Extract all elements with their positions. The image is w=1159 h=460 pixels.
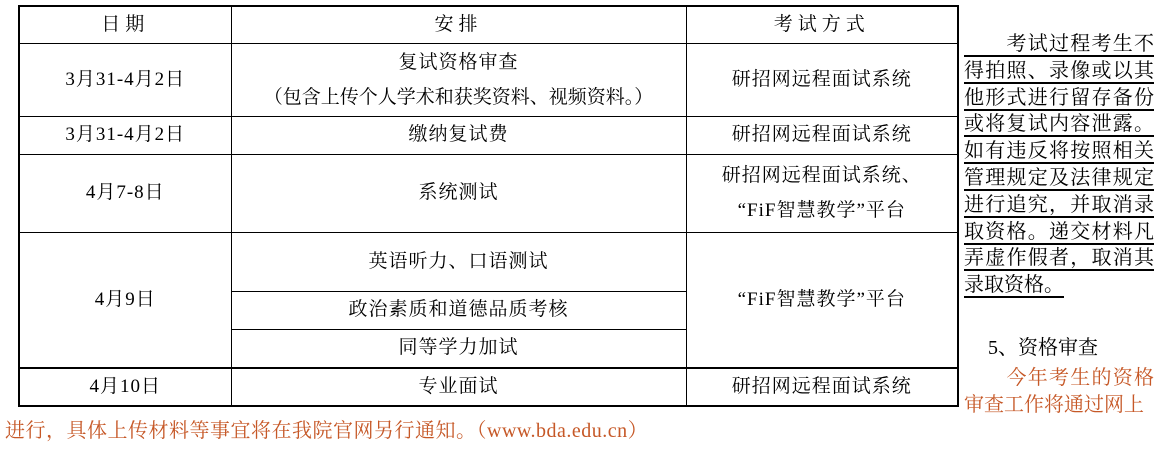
cell-arrangement: 英语听力、口语测试 [231,232,686,291]
cell-method: 研招网远程面试系统 [686,368,958,406]
cell-arrangement: 专业面试 [231,368,686,406]
cell-date: 3月31-4月2日 [19,43,231,116]
cell-date: 4月7-8日 [19,154,231,232]
cell-arrangement: 缴纳复试费 [231,116,686,154]
cell-date: 3月31-4月2日 [19,116,231,154]
cell-arrangement: 政治素质和道德品质考核 [231,291,686,329]
table-row [19,368,958,406]
method-line-2: “FiF智慧教学”平台 [737,200,906,221]
header-cell-date: 日期 [19,6,231,43]
right-text-column [964,31,1154,418]
exam-warning-paragraph: 考试过程考生不得拍照、录像或以其他形式进行留存备份或将复试内容泄露。如有违反将按照相关管理规定及法律规定进行追究，并取消录取资格。递交材料凡弄虚作假者，取消其录取资格。 [964,33,1154,297]
table-row [19,43,958,116]
footer-note: 进行，具体上传材料等事宜将在我院官网另行通知。（www.bda.edu.cn） [5,420,649,442]
header-cell-arrangement: 安排 [231,6,686,43]
cell-method: 研招网远程面试系统 [686,43,958,116]
arrangement-title: 复试资格审查 [398,51,519,73]
arrangement-note: （包含上传个人学术和获奖资料、视频资料。） [263,86,654,108]
table-row [19,232,958,291]
exam-schedule-table [18,5,959,407]
cell-date: 4月10日 [19,368,231,406]
cell-date: 4月9日 [19,232,231,368]
header-cell-exam-method: 考试方式 [686,6,958,43]
cell-arrangement [231,43,686,116]
section-intro-paragraph: 今年考生的资格审查工作将通过网上 [964,366,1154,416]
table-header-row [19,6,958,43]
cell-method [686,154,958,232]
method-line-1: 研招网远程面试系统、 [721,165,922,186]
cell-arrangement: 系统测试 [231,154,686,232]
cell-method: “FiF智慧教学”平台 [686,232,958,368]
cell-arrangement: 同等学力加试 [231,329,686,368]
cell-method: 研招网远程面试系统 [686,116,958,154]
table-row [19,154,958,232]
table-row [19,116,958,154]
section-heading: 5、资格审查 [988,336,1098,359]
